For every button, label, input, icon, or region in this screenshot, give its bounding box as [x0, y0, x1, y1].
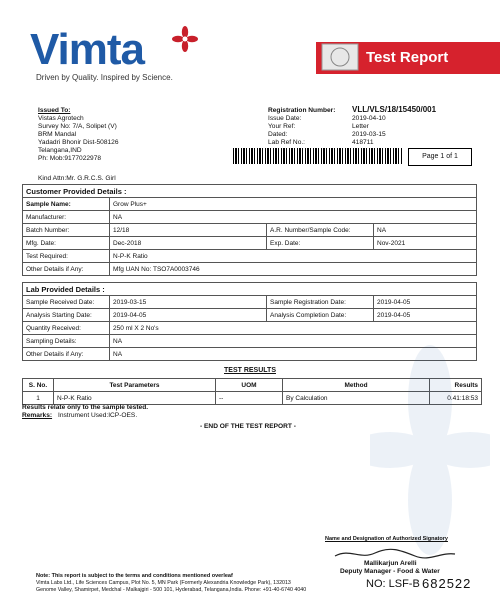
other-details: Mfg UAN No: TSO7A0003746 — [110, 263, 477, 276]
issued-to-heading: Issued To: — [38, 107, 71, 114]
field-label: Sample Name: — [23, 198, 110, 211]
your-ref-label: Your Ref: — [268, 123, 296, 130]
flower-watermark-icon — [370, 340, 490, 560]
flower-star-icon — [172, 26, 198, 52]
results-heading: TEST RESULTS — [224, 367, 276, 374]
field-label: Other Details if Any: — [23, 263, 110, 276]
signatory-name: Mallikarjun Arelli — [364, 560, 417, 567]
serial-number: 682522 — [422, 576, 472, 591]
results-col-header: S. No. — [23, 379, 54, 392]
issued-to-line: Survey No: 7/A, Solipet (V) — [38, 123, 117, 130]
registration-date: 2019-04-05 — [374, 296, 477, 309]
remarks: Instrument Used:ICP-OES. — [58, 412, 138, 419]
result-cell: -- — [216, 392, 283, 405]
analysis-start: 2019-04-05 — [110, 309, 267, 322]
result-cell: 0.41:18:53 — [430, 392, 482, 405]
remarks-label: Remarks: — [22, 412, 53, 419]
field-label: Analysis Completion Date: — [267, 309, 374, 322]
certification-seal-icon — [318, 38, 362, 76]
exp-date: Nov-2021 — [374, 237, 477, 250]
field-label: Quantity Received: — [23, 322, 110, 335]
results-col-header: Method — [283, 379, 430, 392]
sample-name: Grow Plus+ — [110, 198, 477, 211]
issued-to-line: Yadadri Bhonir Dist-508126 — [38, 139, 119, 146]
issued-to-line: Ph: Mob:9177022978 — [38, 155, 102, 162]
customer-details-table — [22, 184, 477, 276]
end-of-report: - END OF THE TEST REPORT - — [200, 423, 296, 430]
signatory-title: Deputy Manager - Food & Water — [340, 568, 440, 575]
ar-number: NA — [374, 224, 477, 237]
results-note: Results relate only to the sample tested. — [22, 404, 149, 411]
kind-attn: Kind Attn:Mr. G.R.C.S. Girl — [38, 175, 116, 182]
brand-tagline: Driven by Quality. Inspired by Science. — [36, 73, 173, 82]
field-label: Sample Registration Date: — [267, 296, 374, 309]
issued-to-line: BRM Mandal — [38, 131, 77, 138]
field-label: A.R. Number/Sample Code: — [267, 224, 374, 237]
barcode — [233, 148, 403, 164]
result-cell: N-P-K Ratio — [54, 392, 216, 405]
footer-address-line: Vimta Labs Ltd., Life Sciences Campus, Plot No. 5, MN Park (Formerly Alexandria Knowledge Park), 132013 — [36, 580, 291, 586]
issued-to-line: Telangana,IND — [38, 147, 82, 154]
result-cell: 1 — [23, 392, 54, 405]
serial-prefix: NO: LSF-B — [366, 578, 420, 590]
results-col-header: Test Parameters — [54, 379, 216, 392]
dated: 2019-03-15 — [352, 131, 386, 138]
analysis-complete: 2019-04-05 — [374, 309, 477, 322]
results-col-header: Results — [430, 379, 482, 392]
result-cell: By Calculation — [283, 392, 430, 405]
field-label: Sampling Details: — [23, 335, 110, 348]
lab-ref-label: Lab Ref No.: — [268, 139, 306, 146]
issue-date: 2019-04-10 — [352, 115, 386, 122]
sampling-details: NA — [110, 335, 477, 348]
field-label: Batch Number: — [23, 224, 110, 237]
footer-address-line: Genome Valley, Shamirpet, Medchal - Malkajgiri - 500 101, Hyderabad, Telangana,India. Phone: +91-40-6740 4040 — [36, 587, 307, 593]
quantity: 250 ml X 2 No's — [110, 322, 477, 335]
field-label: Mfg. Date: — [23, 237, 110, 250]
manufacturer: NA — [110, 211, 477, 224]
field-label: Test Required: — [23, 250, 110, 263]
registration-label: Registration Number: — [268, 107, 336, 114]
your-ref: Letter — [352, 123, 369, 130]
lab-other-details: NA — [110, 348, 477, 361]
batch-number: 12/18 — [110, 224, 267, 237]
field-label: Analysis Starting Date: — [23, 309, 110, 322]
report-title: Test Report — [366, 49, 449, 66]
brand-logo: Vimta — [30, 25, 145, 74]
test-required: N-P-K Ratio — [110, 250, 477, 263]
mfg-date: Dec-2018 — [110, 237, 267, 250]
registration-number: VLL/VLS/18/15450/001 — [352, 105, 437, 114]
field-label: Manufacturer: — [23, 211, 110, 224]
lab-heading: Lab Provided Details : — [23, 283, 477, 296]
field-label: Other Details if Any: — [23, 348, 110, 361]
signature — [330, 548, 460, 560]
field-label: Exp. Date: — [267, 237, 374, 250]
received-date: 2019-03-15 — [110, 296, 267, 309]
dated-label: Dated: — [268, 131, 288, 138]
customer-heading: Customer Provided Details : — [23, 185, 477, 198]
issue-date-label: Issue Date: — [268, 115, 302, 122]
lab-ref: 418711 — [352, 139, 374, 146]
field-label: Sample Received Date: — [23, 296, 110, 309]
signatory-heading: Name and Designation of Authorized Signatory — [325, 536, 448, 542]
issued-to-line: Vistas Agrotech — [38, 115, 84, 122]
results-col-header: UOM — [216, 379, 283, 392]
footer-note: Note: This report is subject to the terms and conditions mentioned overleaf — [36, 573, 233, 579]
page-number: Page 1 of 1 — [408, 148, 472, 166]
